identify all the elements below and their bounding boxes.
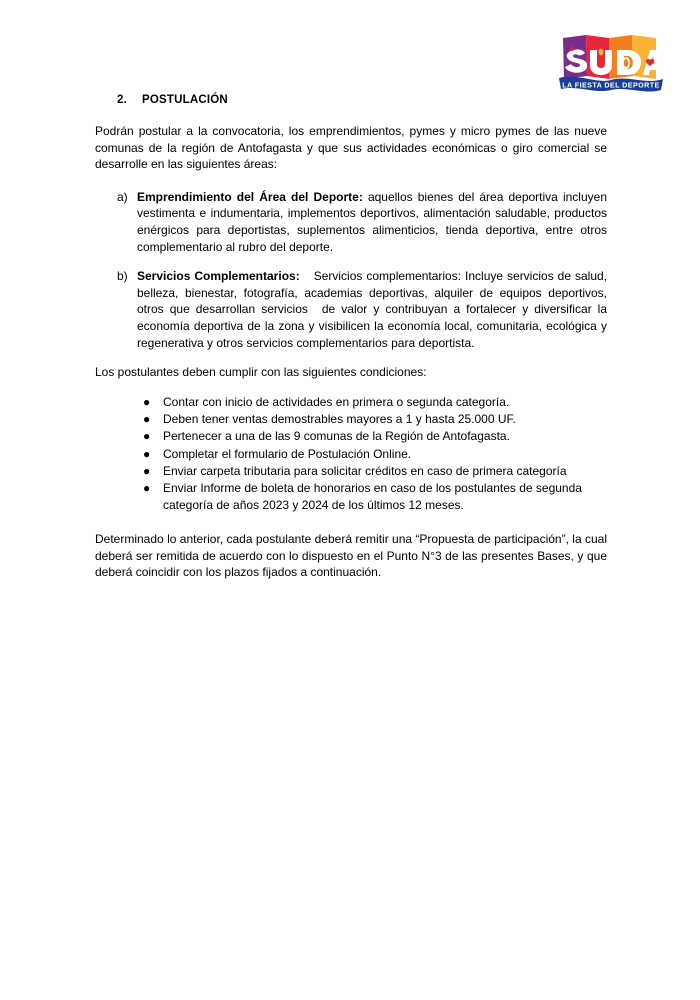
page-title [117, 94, 607, 106]
bullet-icon: ● [143, 412, 151, 427]
list-item [95, 428, 607, 445]
area-body-b-part2: de valor y contribuyan a fortalecer y diversificar la economía deportiva de la zona y visibilicen la economía local, comunitaria, ecológica y regenerativa y otros servicios complementarios para deportista. [137, 302, 607, 350]
bullet-icon: ● [143, 429, 151, 444]
area-marker-a: a) [117, 189, 128, 204]
area-body-a: aquellos bienes del área deportiva incluyen vestimenta e indumentaria, implementos deportivos, alimentación saludable, productos enérgicos para deportistas, suplementos alimenticios, tienda deportiva, entre otros complementario al rubro del deporte. [137, 189, 607, 254]
bullet-icon: ● [143, 481, 151, 496]
list-item [95, 463, 607, 480]
area-item-a [95, 189, 607, 255]
suda-logo-icon [557, 32, 665, 94]
area-title-b: Servicios Complementarios: [137, 269, 300, 284]
list-item [95, 394, 607, 411]
intro-paragraph: Podrán postular a la convocatoria, los emprendimientos, pymes y micro pymes de las nueve comunas de la región de Antofagasta y que sus actividades económicas o giro comercial se desarrolle en las siguientes áreas: [95, 124, 607, 172]
section-spacer [95, 514, 607, 531]
closing-paragraph: Determinado lo anterior, cada postulante deberá remitir una “Propuesta de participación”, la cual deberá ser remitida de acuerdo con lo dispuesto en el Punto N°3 de las presentes Bases, y que deberá coincidir con los plazos fijados a continuación. [95, 532, 607, 580]
document-body [95, 94, 607, 581]
conditions-list [95, 394, 607, 514]
area-item-b [95, 268, 607, 351]
list-item-text: Enviar carpeta tributaria para solicitar créditos en caso de primera categoría [163, 463, 567, 478]
bullet-icon: ● [143, 394, 151, 409]
list-item-text: Completar el formulario de Postulación Online. [163, 446, 412, 461]
areas-list [95, 189, 607, 351]
list-item [95, 411, 607, 428]
bullet-icon: ● [143, 463, 151, 478]
list-item-text: Enviar Informe de boleta de honorarios en caso de los postulantes de segunda categoría de años 2023 y 2024 de los últimos 12 meses. [163, 481, 582, 512]
area-body-b-part1: Servicios complementarios: Incluye servicios de salud, belleza, bienestar, fotografía, academias deportivas, alquiler de equipos deportivos, otros que desarrollan servicios [137, 269, 608, 317]
area-title-a: Emprendimiento del Área del Deporte: [137, 189, 363, 204]
section-number: 2. [117, 94, 127, 106]
list-item-text: Pertenecer a una de las 9 comunas de la Región de Antofagasta. [163, 429, 510, 444]
conditions-lead-in: Los postulantes deben cumplir con las siguientes condiciones: [95, 365, 427, 380]
suda-logo [557, 32, 665, 94]
bullet-icon: ● [143, 446, 151, 461]
list-item-text: Deben tener ventas demostrables mayores a 1 y hasta 25.000 UF. [163, 412, 516, 427]
list-item [95, 446, 607, 463]
logo-tagline-text: LA FIESTA DEL DEPORTE [562, 80, 660, 90]
area-marker-b: b) [117, 269, 128, 284]
section-title-text: POSTULACIÓN [142, 94, 228, 106]
list-item-text: Contar con inicio de actividades en primera o segunda categoría. [163, 394, 510, 409]
list-item [95, 480, 607, 514]
